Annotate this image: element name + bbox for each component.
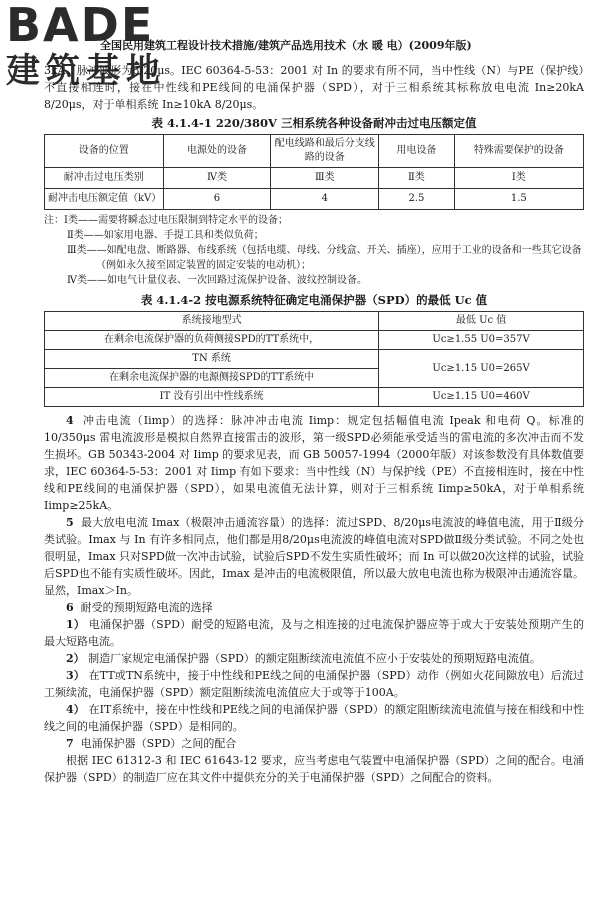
- table-row: [45, 331, 584, 350]
- table1-header-cell: 电源处的设备: [163, 135, 271, 168]
- paragraph: [44, 650, 584, 667]
- table-row: [45, 388, 584, 407]
- paragraph: [44, 616, 584, 650]
- table1-header-cell: 特殊需要保护的设备: [454, 135, 583, 168]
- paragraph-text: 电涌保护器（SPD）耐受的短路电流，及与之相连接的过电流保护器应等于或大于安装处预期产生的最大短路电流。: [44, 618, 585, 648]
- paragraph: [44, 701, 584, 735]
- table1-cell: 2.5: [379, 189, 454, 210]
- note-label: Ⅳ类——: [67, 275, 107, 286]
- table1-header-row: [45, 135, 584, 168]
- table1-caption: 表 4.1.4-1 220/380V 三相系统各种设备耐冲击过电压额定值: [151, 116, 477, 130]
- table1-header-cell: 用电设备: [379, 135, 454, 168]
- paragraph: [44, 735, 584, 752]
- table2-caption: 表 4.1.4-2 按电源系统特征确定电涌保护器（SPD）的最低 Uc 值: [140, 293, 488, 307]
- note-item: [44, 273, 584, 288]
- paragraph-number: 1）: [66, 618, 86, 631]
- note-label: 注：Ⅰ类——: [44, 215, 98, 226]
- logo-text: BADE: [6, 0, 155, 52]
- paragraph-text: 电涌保护器（SPD）之间的配合: [80, 737, 237, 750]
- table2-cell: Uc≥1.15 U0=265V: [379, 350, 584, 388]
- note-text: 如家用电器、手提工具和类似负荷；: [103, 230, 264, 241]
- table-row: [45, 350, 584, 369]
- table1-cell: Ⅳ类: [163, 168, 271, 189]
- table2-cell: Uc≥1.55 U0=357V: [379, 331, 584, 350]
- note-text: 如电气计量仪表、一次回路过流保护设备、波纹控制设备。: [107, 275, 367, 286]
- paragraph-text: 耐受的预期短路电流的选择: [80, 601, 213, 614]
- paragraph: [44, 599, 584, 616]
- note-label: Ⅱ类——: [67, 230, 104, 241]
- table2-header-cell: 最低 Uc 值: [379, 312, 584, 331]
- table1-cell: Ⅰ类: [454, 168, 583, 189]
- paragraph-text: 冲击电流（Iimp）的选择：脉冲冲击电流 Iimp：规定包括幅值电流 Ipeak 和电荷 Q。标准的10/350μs 雷电流波形是模拟自然界直接雷击的波形，第一级SPD必须能承受适当的雷电流的多次冲击而不发生损坏。GB 50343-2004 对 Iimp 的要求见表，而 GB 50057-1994（2000年版）对该参数没有具体数值要求，IEC 60364-5-53：2001 对 Iimp 有如下要求：当中性线（N）与保护线（PE）不直接相连时，接在中性线和PE线间的电涌保护器（SPD），如果电流值无法计算，则对于三相系统 Iimp≥50kA，对于单相系统 Iimp≥25kA。: [44, 414, 584, 512]
- table1-cell: Ⅱ类: [379, 168, 454, 189]
- table2-cell: Uc≥1.15 U0=460V: [379, 388, 584, 407]
- note-text: 如配电盘、断路器、布线系统（包括电缆、母线、分线盒、开关、插座），应用于工业的设备和一些其它设备（例如永久接至固定装置的固定安装的电动机）；: [96, 245, 582, 271]
- paragraph-text: 制造厂家规定电涌保护器（SPD）的额定阻断续流电流值不应小于安装处的预期短路电流值。: [88, 652, 541, 665]
- table1-cell: 6: [163, 189, 271, 210]
- table1-header-cell: 设备的位置: [45, 135, 164, 168]
- paragraph-number: 5: [66, 516, 74, 529]
- table1-cell: 1.5: [454, 189, 583, 210]
- paragraph: [44, 412, 584, 514]
- table1-cell: Ⅲ类: [271, 168, 379, 189]
- table1-cell: 4: [271, 189, 379, 210]
- paragraph-text: 最大放电电流 Imax（极限冲击通流容量）的选择：流过SPD、8/20μs电流波的峰值电流，用于Ⅱ级分类试验。Imax 与 In 有许多相同点，他们都是用8/20μs电流波的峰值电流对SPD做Ⅱ级分类试验。不同之处也很明显，Imax 只对SPD做一次冲击试验，试验后SPD不发生实质性破坏；而 In 可以做20次这样的试验，试验后SPD也不能有实质性破坏。因此，Imax 是冲击的电流极限值，所以最大放电电流也称为极限冲击通流容量。显然，Imax＞In。: [44, 516, 584, 597]
- paragraph-number: 7: [66, 737, 74, 750]
- running-header: 全国民用建筑工程设计技术措施/建筑产品选用技术（水 暖 电）(2009年版): [100, 39, 472, 52]
- paragraph-number: 4: [66, 414, 74, 427]
- table2-cell: 在剩余电流保护器的负荷侧接SPD的TT系统中，: [45, 331, 379, 350]
- table2-header-row: [45, 312, 584, 331]
- paragraph-number: 3）: [66, 669, 85, 682]
- note-label: Ⅲ类——: [67, 245, 107, 256]
- paragraph: [44, 667, 584, 701]
- table2-cell: IT 没有引出中性线系统: [45, 388, 379, 407]
- paragraph-number: 4）: [66, 703, 85, 716]
- paragraph-text: 在IT系统中，接在中性线和PE线之间的电涌保护器（SPD）的额定阻断续流电流值与接在相线和中性线之间的电涌保护器（SPD）是相同的。: [44, 703, 584, 733]
- table1-cell: 耐冲击电压额定值（kV）: [45, 189, 164, 210]
- logo-subtext: 建筑基地: [6, 51, 166, 91]
- note-item: [44, 243, 584, 273]
- note-item: [44, 213, 584, 228]
- table2-cell: TN 系统: [45, 350, 379, 369]
- table1-header-cell: 配电线路和最后分支线路的设备: [271, 135, 379, 168]
- table2: [44, 311, 584, 407]
- table2-header-cell: 系统接地型式: [45, 312, 379, 331]
- intro-paragraph: 3kA，脉冲波形为8/20μs。IEC 60364-5-53：2001 对 In 的要求有所不同，当中性线（N）与PE（保护线）不直接相连时，接在中性线和PE线间的电涌保护器（SPD），对于三相系统其标称放电电流 In≥20kA 8/20μs，对于单相系统 In≥10kA 8/20μs。: [44, 64, 584, 111]
- page-body: [44, 62, 584, 786]
- note-item: [44, 228, 584, 243]
- paragraph-number: 2）: [66, 652, 85, 665]
- table-row: [45, 189, 584, 210]
- paragraph: [44, 514, 584, 599]
- final-paragraph: 根据 IEC 61312-3 和 IEC 61643-12 要求，应当考虑电气装置中电涌保护器（SPD）之间的配合。电涌保护器（SPD）的制造厂应在其文件中提供充分的关于电涌保护器（SPD）之间配合的资料。: [44, 754, 584, 784]
- table1: [44, 134, 584, 210]
- paragraph-text: 在TT或TN系统中，接于中性线和PE线之间的电涌保护器（SPD）动作（例如火花间隙放电）后流过工频续流，电涌保护器（SPD）额定阻断续流电流值应大于或等于100A。: [44, 669, 584, 699]
- table2-cell: 在剩余电流保护器的电源侧接SPD的TT系统中: [45, 369, 379, 388]
- table-row: [45, 168, 584, 189]
- note-text: 需要将瞬态过电压限制到特定水平的设备；: [97, 215, 288, 226]
- paragraph-number: 6: [66, 601, 74, 614]
- table1-cell: 耐冲击过电压类别: [45, 168, 164, 189]
- table1-notes: [44, 213, 584, 288]
